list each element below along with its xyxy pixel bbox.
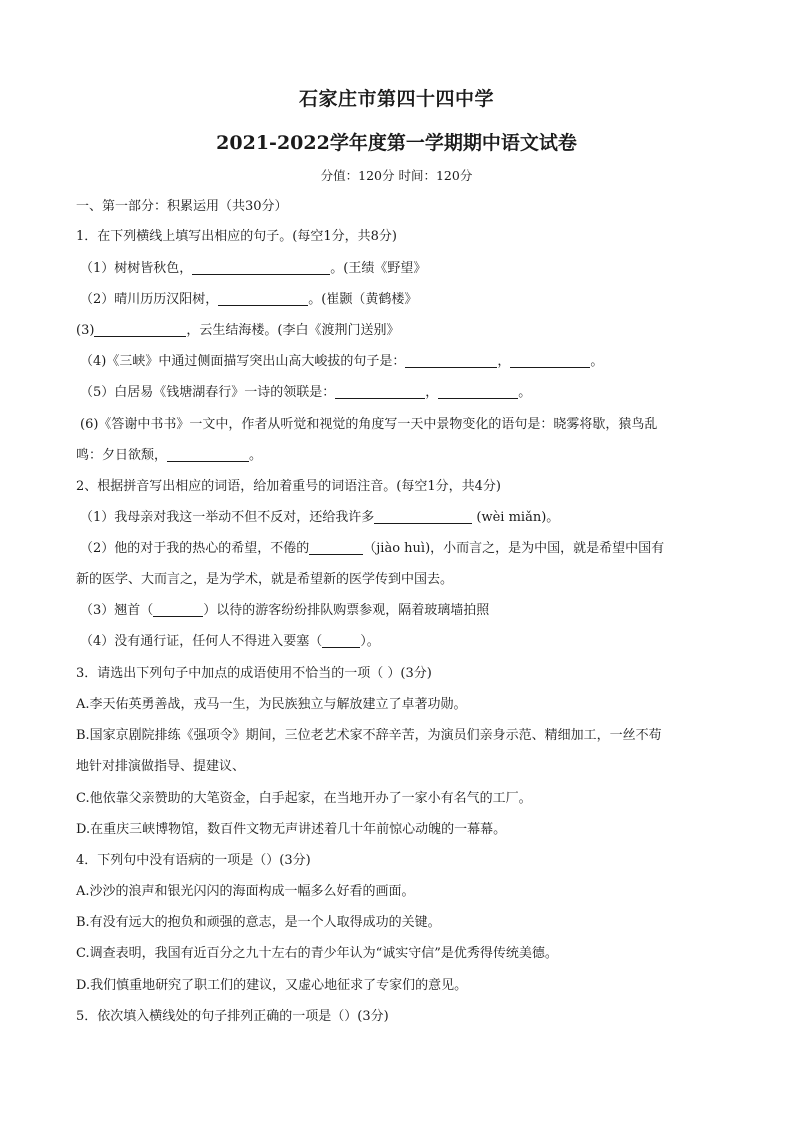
q3-option-a: A.李天佑英勇善战，戎马一生，为民族独立与解放建立了卓著功勋。	[76, 697, 467, 712]
q4-option-a: A.沙沙的浪声和银光闪闪的海面构成一幅多么好看的画面。	[76, 884, 415, 899]
q4-option-d: D.我们慎重地研究了职工们的建议，又虚心地征求了专家们的意见。	[76, 978, 468, 993]
q1-stem: 1．在下列横线上填写出相应的句子。(每空1分，共8分)	[76, 229, 397, 244]
answer-blank	[309, 540, 363, 555]
answer-blank	[192, 260, 330, 275]
exam-title: 2021-2022学年度第一学期期中语文试卷	[216, 132, 577, 154]
answer-blank	[374, 509, 472, 524]
q2-item-1: （1）我母亲对我这一举动不但不反对，还给我许多 (wèi miǎn)。	[80, 510, 560, 525]
section-heading: 一、第一部分：积累运用（共30分）	[76, 199, 288, 214]
q2-item-2-line1: （2）他的对于我的热心的希望，不倦的 （jiào huì)，小而言之，是为中国，就是希望中国有	[80, 541, 665, 556]
q3-stem: 3．请选出下列句子中加点的成语使用不恰当的一项（ ）(3分)	[76, 666, 432, 681]
q4-option-b: B.有没有远大的抱负和顽强的意志，是一个人取得成功的关键。	[76, 915, 441, 930]
q4-stem: 4．下列句中没有语病的一项是（）(3分)	[76, 853, 311, 868]
answer-blank	[322, 633, 360, 648]
score-time-info: 分值：120分 时间：120分	[320, 168, 473, 183]
answer-blank	[94, 322, 186, 337]
q5-stem: 5．依次填入横线处的句子排列正确的一项是（）(3分)	[76, 1009, 389, 1024]
answer-blank	[218, 291, 308, 306]
q1-item-2: （2）晴川历历汉阳树， 。(崔颢（黄鹤楼》	[80, 292, 418, 307]
q1-item-6-line2: 鸣：夕日欲颓， 。	[76, 448, 263, 463]
q2-stem: 2、根据拼音写出相应的词语，给加着重号的词语注音。(每空1分，共4分)	[76, 479, 501, 494]
answer-blank	[405, 353, 497, 368]
answer-blank	[167, 447, 249, 462]
answer-blank	[335, 384, 425, 399]
answer-blank	[153, 602, 203, 617]
q2-item-4: （4）没有通行证，任何人不得进入要塞（ ）。	[80, 634, 380, 649]
school-title: 石家庄市第四十四中学	[298, 88, 494, 110]
answer-blank	[510, 353, 590, 368]
q1-item-6-line1: (6)《答谢中书书》一文中，作者从听觉和视觉的角度写一天中景物变化的语句是：晓雾将歇，猿鸟乱	[80, 417, 658, 432]
q2-item-3: （3）翘首（ ）以待的游客纷纷排队购票参观，隔着玻璃墙拍照	[80, 603, 490, 618]
q3-option-c: C.他依靠父亲赞助的大笔资金，白手起家，在当地开办了一家小有名气的工厂。	[76, 791, 532, 806]
q3-option-b-line1: B.国家京剧院排练《强项令》期间，三位老艺术家不辞辛苦，为演员们亲身示范、精细加工，一丝不苟	[76, 728, 662, 743]
answer-blank	[438, 384, 518, 399]
q1-item-3: (3) ，云生结海楼。(李白《渡荆门送别》	[76, 323, 400, 338]
q3-option-b-line2: 地针对排演做指导、提建议、	[76, 759, 246, 774]
q1-item-4: （4)《三峡》中通过侧面描写突出山高大峻拔的句子是： ， 。	[80, 354, 604, 369]
q4-option-c: C.调查表明，我国有近百分之九十左右的青少年认为“诚实守信”是优秀得传统美德。	[76, 946, 558, 961]
q1-item-5: （5）白居易《钱塘湖春行》一诗的领联是： ， 。	[80, 385, 532, 400]
q3-option-d: D.在重庆三峡博物馆，数百件文物无声讲述着几十年前惊心动魄的一幕幕。	[76, 822, 507, 837]
q2-item-2-line2: 新的医学、大而言之，是为学术，就是希望新的医学传到中国去。	[76, 572, 454, 587]
q1-item-1: （1）树树皆秋色， 。(王绩《野望》	[80, 261, 427, 276]
